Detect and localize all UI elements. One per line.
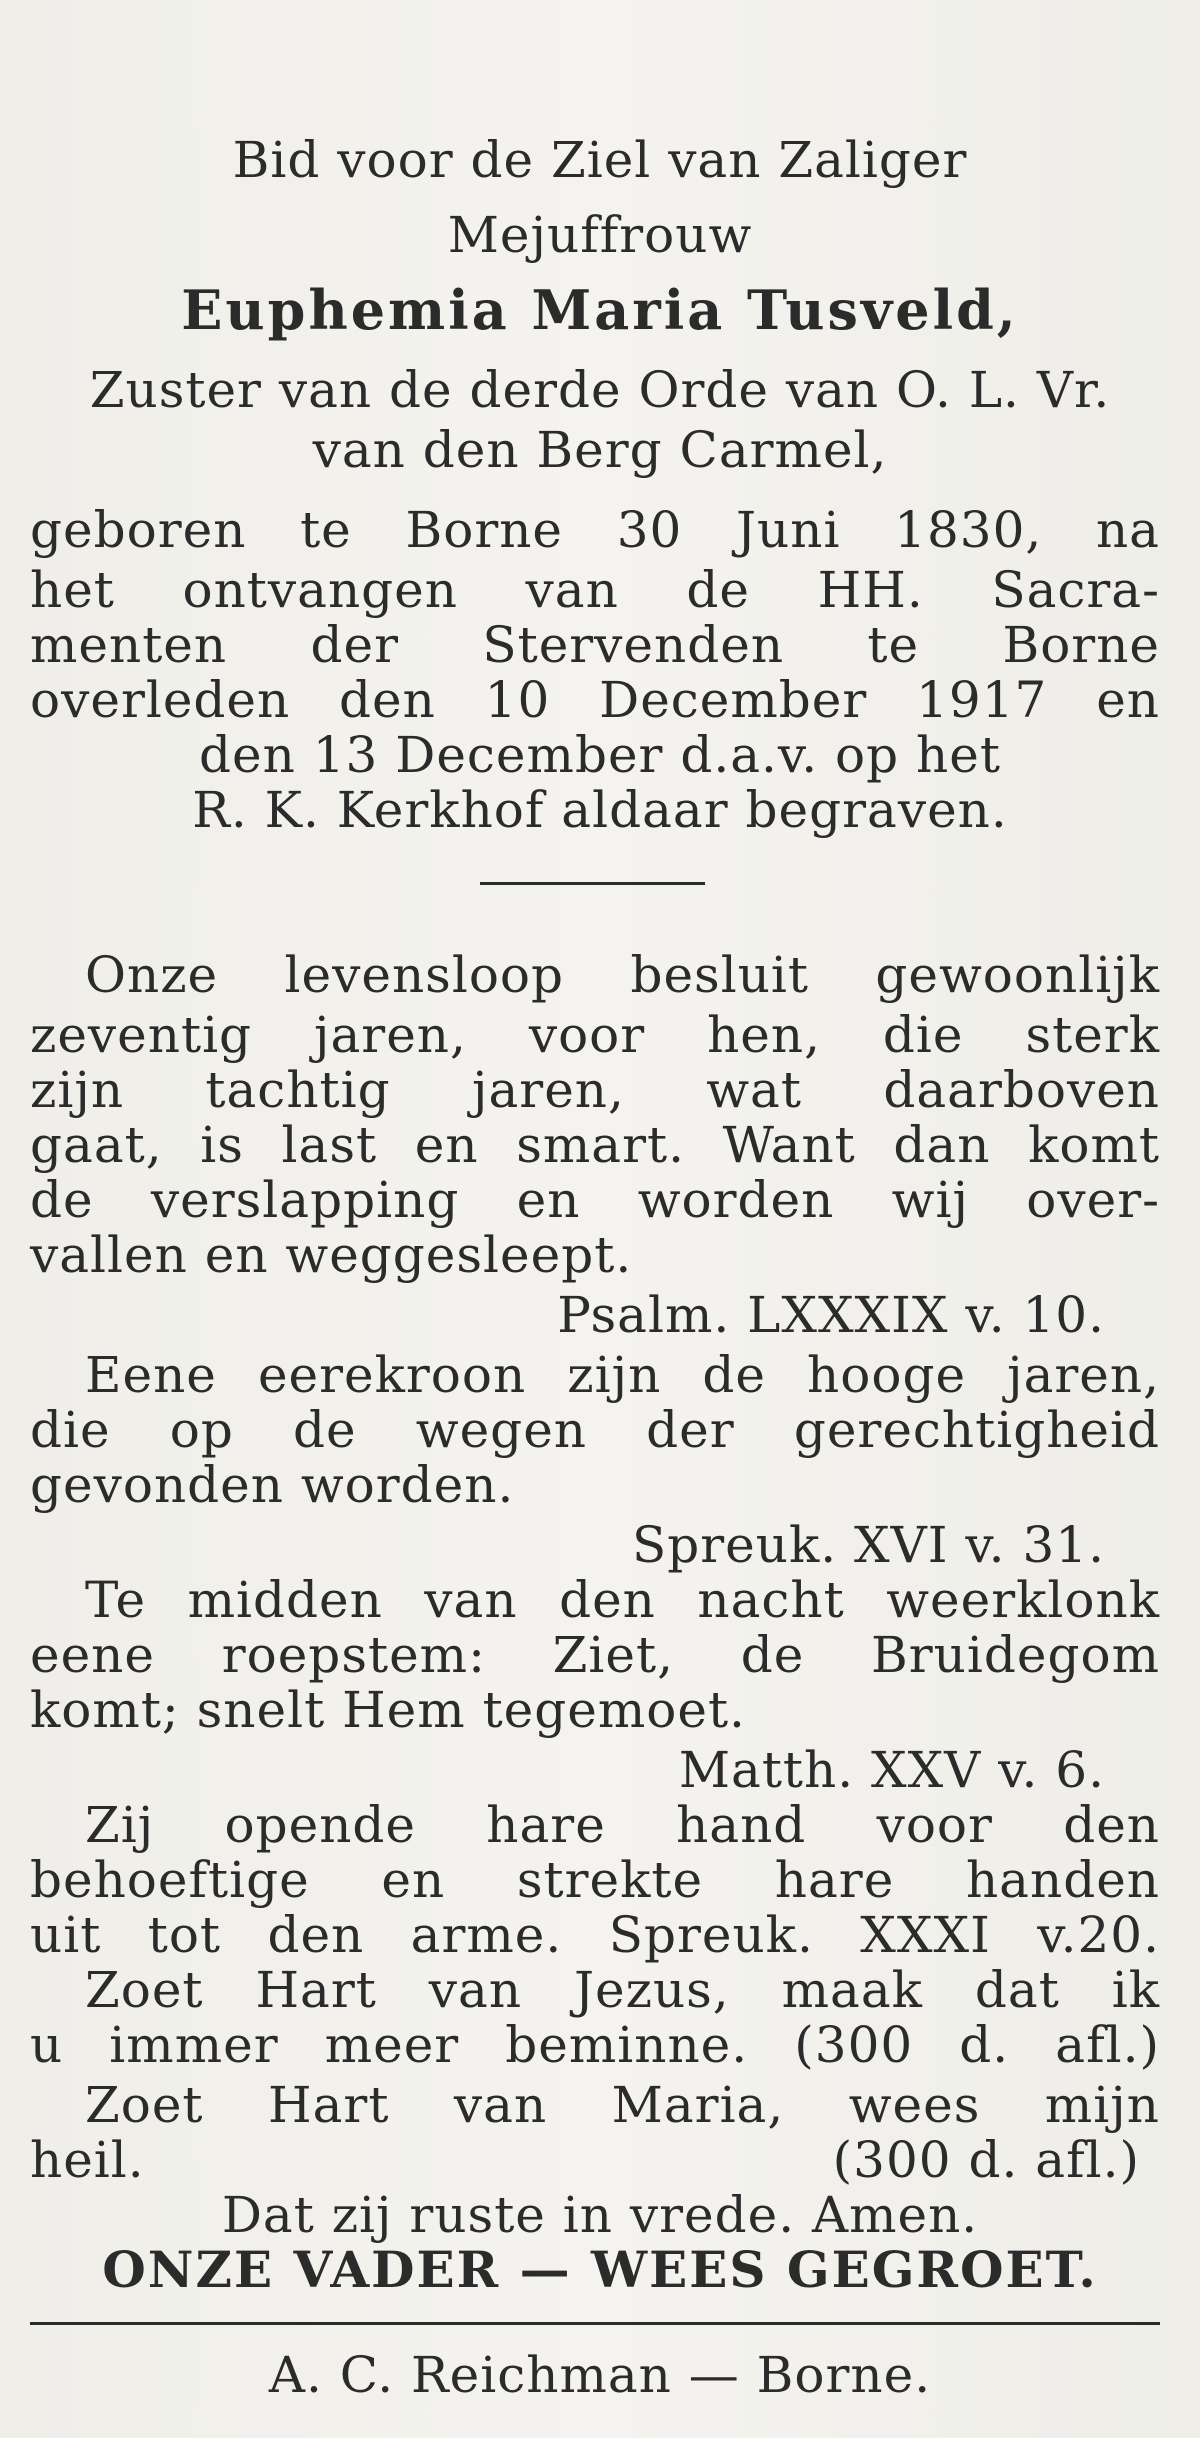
closing-line: Dat zij ruste in vrede. Amen. <box>221 2186 979 2244</box>
prayer-line: Zoet Hart van Maria, wees mijn <box>85 2076 1160 2134</box>
quote-line: vallen en weggesleept. <box>30 1226 633 1284</box>
quote-line: Onze levensloop besluit gewoonlijk <box>85 946 1160 1004</box>
deceased-name: Euphemia Maria Tusveld, <box>181 278 1019 342</box>
quote-line: Zij opende hare hand voor den <box>85 1796 1160 1854</box>
quote-line: uit tot den arme. Spreuk. XXXI v.20. <box>30 1906 1160 1964</box>
quote-line: behoeftige en strekte hare handen <box>30 1851 1160 1909</box>
bio-line: den 13 December d.a.v. op het <box>199 726 1001 784</box>
quote-line: Eene eerekroon zijn de hooge jaren, <box>85 1346 1160 1404</box>
quote-line: eene roepstem: Ziet, de Bruidegom <box>30 1626 1160 1684</box>
footer-rule <box>30 2322 1160 2325</box>
prayer-line: Zoet Hart van Jezus, maak dat ik <box>85 1961 1160 2019</box>
bio-line: het ontvangen van de HH. Sacra- <box>30 561 1160 619</box>
quote-line: zijn tachtig jaren, wat daarboven <box>30 1061 1160 1119</box>
quote-line: de verslapping en worden wij over- <box>30 1171 1160 1229</box>
printer-credit: A. C. Reichman — Borne. <box>268 2346 932 2404</box>
scripture-ref: Spreuk. XVI v. 31. <box>631 1516 1105 1574</box>
bio-line: geboren te Borne 30 Juni 1830, na <box>30 501 1160 559</box>
header-line-5: van den Berg Carmel, <box>312 421 888 479</box>
bio-line: R. K. Kerkhof aldaar begraven. <box>192 781 1008 839</box>
header-line-4: Zuster van de derde Orde van O. L. Vr. <box>89 361 1111 419</box>
prayer-line: u immer meer beminne. (300 d. afl.) <box>30 2016 1160 2074</box>
quote-line: die op de wegen der gerechtigheid <box>30 1401 1160 1459</box>
separator-rule <box>480 882 705 885</box>
scripture-ref: Matth. XXV v. 6. <box>678 1741 1105 1799</box>
indulgence-note: (300 d. afl.) <box>832 2131 1140 2189</box>
prayer-line: heil. <box>30 2131 145 2189</box>
quote-line: gevonden worden. <box>30 1456 515 1514</box>
quote-line: gaat, is last en smart. Want dan komt <box>30 1116 1160 1174</box>
closing-prayers: ONZE VADER — WEES GEGROET. <box>102 2240 1098 2299</box>
bio-line: overleden den 10 December 1917 en <box>30 671 1160 729</box>
header-line-1: Bid voor de Ziel van Zaliger <box>232 131 968 189</box>
bio-line: menten der Stervenden te Borne <box>30 616 1160 674</box>
quote-line: zeventig jaren, voor hen, die sterk <box>30 1006 1160 1064</box>
quote-line: Te midden van den nacht weerklonk <box>85 1571 1160 1629</box>
header-line-2: Mejuffrouw <box>447 206 753 264</box>
quote-line: komt; snelt Hem tegemoet. <box>30 1681 746 1739</box>
scripture-ref: Psalm. LXXXIX v. 10. <box>557 1286 1105 1344</box>
